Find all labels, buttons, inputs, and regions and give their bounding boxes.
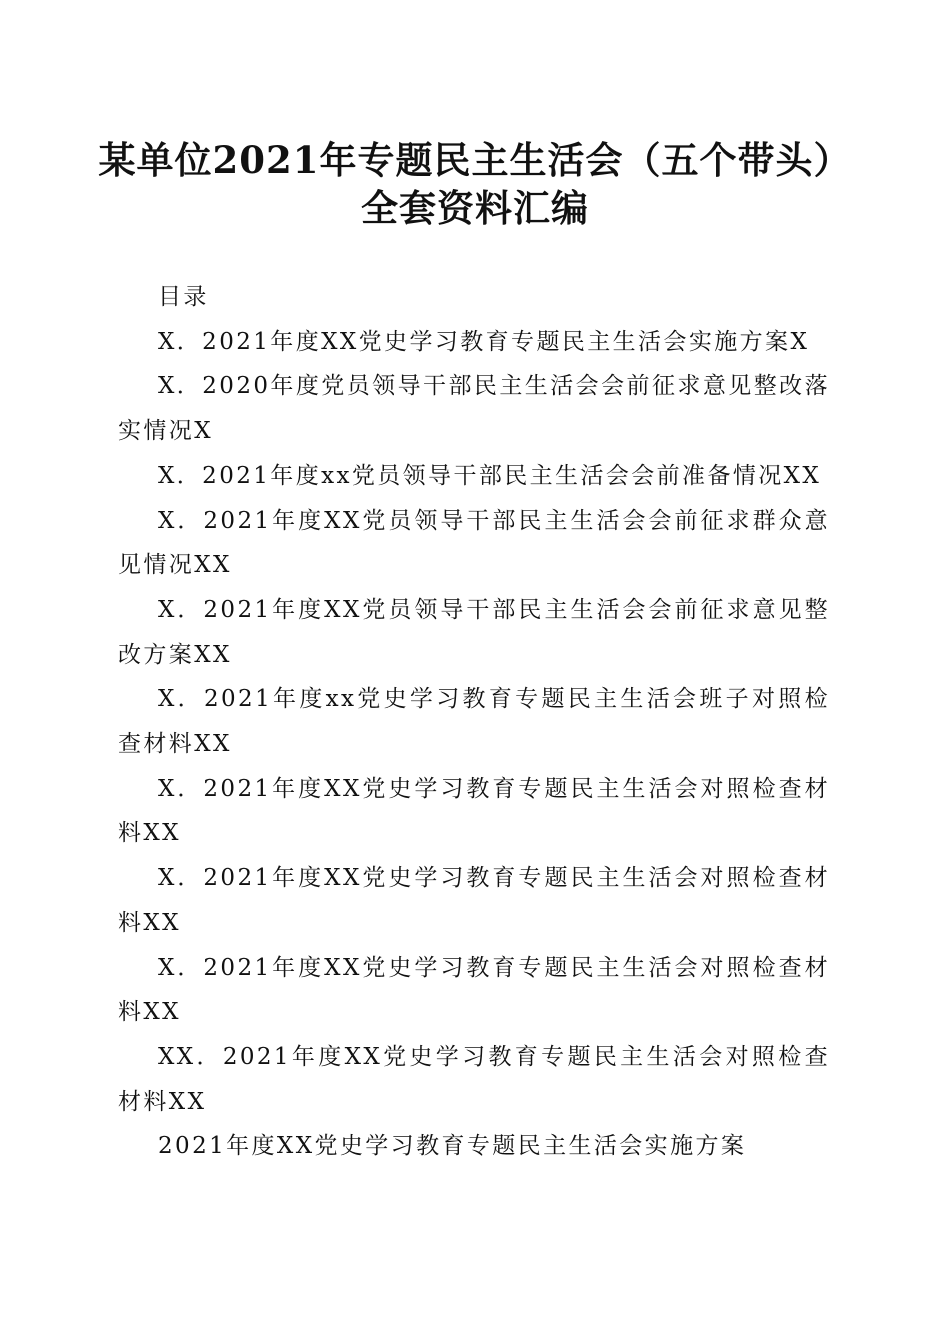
toc-item-5: X．2021年度XX党员领导干部民主生活会会前征求意见整改方案XX	[118, 596, 830, 668]
toc-item-7: X．2021年度XX党史学习教育专题民主生活会对照检查材料XX	[118, 775, 830, 847]
toc-item-3: X．2021年度xx党员领导干部民主生活会会前准备情况XX	[158, 462, 822, 489]
toc-item-6: X．2021年度xx党史学习教育专题民主生活会班子对照检查材料XX	[118, 686, 830, 758]
toc-item-10: XX．2021年度XX党史学习教育专题民主生活会对照检查材料XX	[118, 1043, 830, 1115]
document-body	[118, 275, 830, 1169]
toc-item-2: X．2020年度党员领导干部民主生活会会前征求意见整改落实情况X	[118, 373, 830, 445]
document-title-line-1: 某单位2021年专题民主生活会（五个带头）	[98, 138, 852, 182]
section-heading: 2021年度XX党史学习教育专题民主生活会实施方案	[158, 1133, 747, 1160]
toc-item-1: X．2021年度XX党史学习教育专题民主生活会实施方案X	[158, 328, 810, 355]
toc-item-4: X．2021年度XX党员领导干部民主生活会会前征求群众意见情况XX	[118, 507, 830, 579]
toc-item-8: X．2021年度XX党史学习教育专题民主生活会对照检查材料XX	[118, 865, 830, 936]
toc-item-9: X．2021年度XX党史学习教育专题民主生活会对照检查材料XX	[118, 954, 830, 1026]
document-title-line-2: 全套资料汇编	[361, 186, 589, 230]
toc-heading: 目录	[158, 284, 209, 310]
